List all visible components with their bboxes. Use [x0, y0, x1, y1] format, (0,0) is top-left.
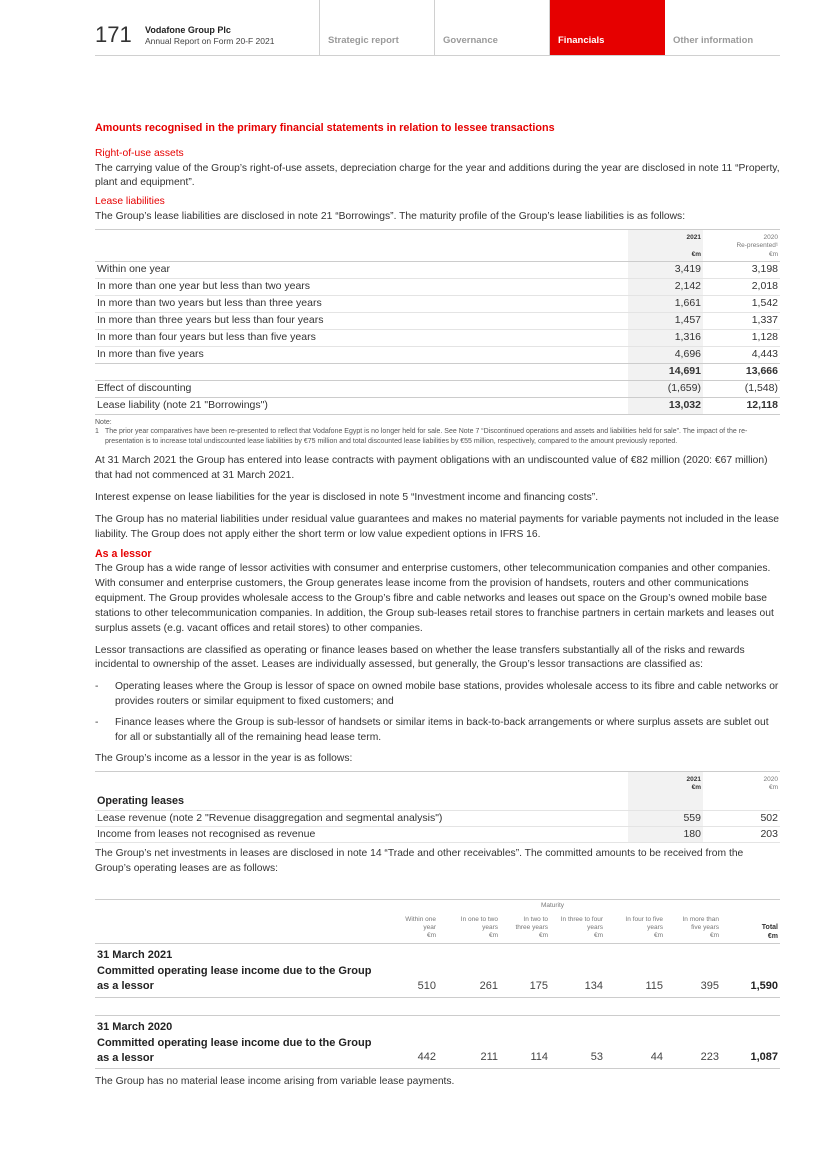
table-row: In more than four years but less than five years 1,316 1,128	[95, 329, 780, 346]
nav-tab-governance[interactable]: Governance	[435, 0, 550, 55]
lessor-income-table	[95, 771, 780, 843]
table-row: Lease revenue (note 2 "Revenue disaggregation and segmental analysis") 559 502	[95, 810, 780, 826]
col-header: In one to two years €m	[460, 915, 498, 940]
paragraph-commitments: At 31 March 2021 the Group has entered into lease contracts with payment obligations with an undiscounted value of €82 million (2020: €67 million) that had not commenced at 31 March 2021.	[95, 454, 768, 481]
nav-tab-strategic-report[interactable]: Strategic report	[320, 0, 435, 55]
company-block	[145, 0, 320, 55]
table-row: Income from leases not recognised as revenue 180 203	[95, 827, 780, 843]
paragraph-residual: The Group has no material liabilities under residual value guarantees and makes no material payments for variable payments not included in the lease liability. The Group does not apply either the short term or low value expedient options in IFRS 16.	[95, 513, 779, 540]
list-item: - Operating leases where the Group is lessor of space on owned mobile base stations, provides wholesale access to its fibre and cable networks or provides routers or similar equipment to fixed customers; and	[95, 680, 780, 710]
table-note	[95, 418, 780, 446]
col-header: Within one year €m	[405, 915, 436, 940]
lease-liability-row: Lease liability (note 21 "Borrowings") 13,032 12,118	[95, 397, 780, 414]
maturity-table	[95, 229, 780, 414]
committed-income-table	[95, 899, 780, 1069]
col-2021-header: 2021 €m	[628, 230, 703, 261]
rou-heading: Right-of-use assets	[95, 147, 184, 159]
page-number: 171	[95, 22, 132, 47]
section-title: Amounts recognised in the primary financial statements in relation to lessee transactions	[95, 122, 555, 134]
col-header: In four to five years €m	[625, 915, 663, 940]
date-row: 31 March 2021	[95, 943, 780, 963]
col-2021-header: 2021 €m	[628, 771, 703, 794]
company-name: Vodafone Group Plc	[145, 25, 231, 35]
lessor-heading: As a lessor	[95, 547, 152, 560]
discount-row: Effect of discounting (1,659) (1,548)	[95, 380, 780, 397]
col-header-total: Total €m	[761, 923, 778, 940]
maturity-label: Maturity	[540, 902, 565, 910]
table-row: In more than three years but less than four years 1,457 1,337	[95, 312, 780, 329]
list-item: - Finance leases where the Group is sub-lessor of handsets or similar items in back-to-back arrangements or where surplus assets are sublet out for all or substantially all of the remaining head lease term.	[95, 716, 780, 746]
col-2020-header: 2020 Re-presented¹ €m	[703, 230, 780, 261]
col-2020-header: 2020 €m	[763, 775, 778, 792]
paragraph-interest: Interest expense on lease liabilities for the year is disclosed in note 5 “Investment income and financing costs”.	[95, 491, 599, 503]
date-row: 31 March 2020	[95, 1015, 780, 1035]
lessor-paragraph-1: The Group has a wide range of lessor activities with consumer and enterprise customers, other telecommunication companies and other companies. With consumer and enterprise customers, the Group generates lease income from the provision of handsets, routers and other communications equipment. The Group provides wholesale access to the Group’s fibre and cable networks and leases out space on the Group’s owned mobile base stations to other telecommunication companies. In addition, the Group sub-leases retail stores to franchise partners in certain markets and leases out surplus assets (e.g. vacant offices and retail stores) to other companies.	[95, 562, 774, 634]
table-row: In more than two years but less than three years 1,661 1,542	[95, 295, 780, 312]
table-row: Committed operating lease income due to the Group as a lessor 510 261 175 134 115 395 1,590	[95, 964, 780, 997]
table-row: Within one year 3,419 3,198	[95, 261, 780, 278]
lessor-paragraph-2: Lessor transactions are classified as operating or finance leases based on whether the lease transfers substantially all of the risks and rewards incidental to ownership of the asset. Leases are individually assessed, but generally, the Group’s lessor transactions are classified as:	[95, 644, 745, 671]
col-header: In three to four years €m	[560, 915, 603, 940]
final-text: The Group has no material lease income arising from variable lease payments.	[95, 1076, 455, 1088]
rou-text: The carrying value of the Group’s right-of-use assets, depreciation charge for the year and additions during the year are disclosed in note 11 “Property, plant and equipment”.	[95, 162, 780, 189]
note-label: Note:	[95, 418, 112, 426]
total-row: 14,691 13,666	[95, 363, 780, 380]
table-row: In more than five years 4,696 4,443	[95, 346, 780, 363]
table-group-row: Operating leases	[95, 794, 780, 810]
lessor-bullet-list	[95, 680, 780, 746]
report-subtitle: Annual Report on Form 20-F 2021	[145, 36, 275, 46]
lease-liabilities-heading: Lease liabilities	[95, 196, 165, 208]
lease-liabilities-text: The Group’s lease liabilities are disclosed in note 21 “Borrowings”. The maturity profile of the Group’s lease liabilities is as follows:	[95, 211, 686, 223]
note-text: The prior year comparatives have been re-presented to reflect that Vodafone Egypt is no longer held for sale. See Note 7 “Discontinued operations and assets and liabilities held for sale”. The impact of the re-presentation is to increase total undiscounted lease liabilities by €75 million and total discounted lease liabilities by €55 million, respectively, compared to the amount previously reported.	[105, 428, 748, 445]
table-row: In more than one year but less than two years 2,142 2,018	[95, 278, 780, 295]
net-investment-text: The Group’s net investments in leases are disclosed in note 14 “Trade and other receivables”. The committed amounts to be received from the Group’s operating leases are as follows:	[95, 848, 744, 875]
table-row: Committed operating lease income due to the Group as a lessor 442 211 114 53 44 223 1,087	[95, 1036, 780, 1069]
nav-tab-financials[interactable]: Financials	[550, 0, 665, 55]
page-header	[95, 0, 780, 56]
lessor-paragraph-3: The Group’s income as a lessor in the year is as follows:	[95, 753, 353, 765]
nav-tab-other-information[interactable]: Other information	[673, 35, 754, 46]
note-number: 1	[95, 428, 99, 436]
main-content	[95, 121, 780, 1097]
col-header: In two to three years €m	[515, 915, 548, 940]
col-header: In more than five years €m	[682, 915, 719, 940]
